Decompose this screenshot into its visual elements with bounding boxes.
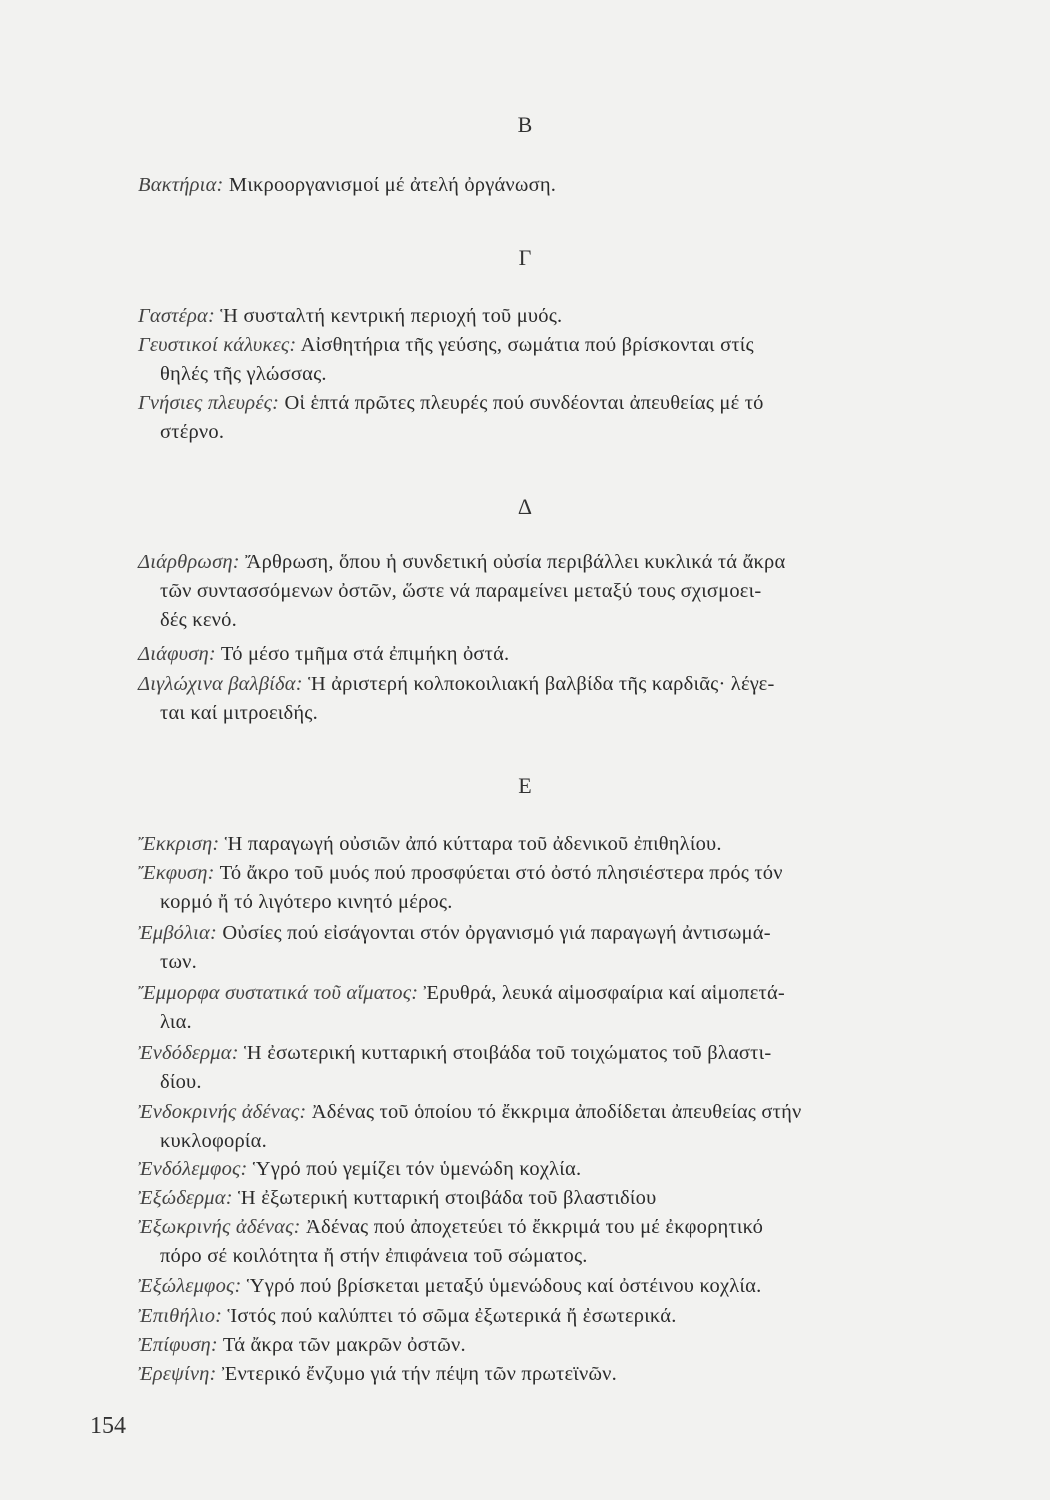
entry-term: Ἔκφυση: (138, 862, 215, 884)
entry-line (138, 1184, 938, 1213)
section-letter-gamma: Γ (518, 245, 532, 270)
entry-continuation: θηλές τῆς γλώσσας. (160, 363, 327, 385)
entry-definition: Ὑγρό πού βρίσκεται μεταξύ ὑμενώδους καί ὀστέινου κοχλία. (241, 1275, 762, 1297)
glossary-entry (138, 1331, 938, 1360)
glossary-entry (138, 859, 938, 917)
entry-line (138, 302, 938, 331)
entry-definition: Ἀδένας πού ἀποχετεύει τό ἔκκριμά του μέ ἐκφορητικό (300, 1216, 764, 1238)
entry-definition: Τό ἄκρο τοῦ μυός πού προσφύεται στό ὀστό πλησιέστερα πρός τόν (214, 862, 783, 884)
entry-term: Ἐμβόλια: (138, 922, 218, 944)
entry-line (138, 389, 938, 418)
entry-term: Διάρθρωση: (138, 551, 240, 573)
glossary-entry (138, 1360, 938, 1389)
section-letter-epsilon: Ε (518, 773, 532, 798)
entry-term: Γαστέρα: (138, 305, 215, 327)
glossary-entry (138, 830, 938, 859)
entry-term: Ἐπίφυση: (138, 1334, 218, 1356)
entry-line (138, 859, 938, 888)
entry-definition: Οὐσίες πού εἰσάγονται στόν ὀργανισμό γιά παραγωγή ἀντισωμά- (217, 922, 771, 944)
entry-term: Ἐνδόλεμφος: (138, 1158, 248, 1180)
entry-line (138, 548, 938, 577)
entry-definition: Ἱστός πού καλύπτει τό σῶμα ἐξωτερικά ἤ ἐσωτερικά. (222, 1305, 677, 1327)
entry-continuation: λια. (160, 1011, 192, 1033)
entry-definition: Ἄρθρωση, ὅπου ἡ συνδετική οὐσία περιβάλλει κυκλικά τά ἄκρα (239, 551, 786, 573)
entry-term: Ἐξώλεμφος: (138, 1275, 242, 1297)
entry-definition: Ἡ παραγωγή οὐσιῶν ἀπό κύτταρα τοῦ ἀδενικοῦ ἐπιθηλίου. (219, 833, 722, 855)
entry-term: Γευστικοί κάλυκες: (138, 334, 297, 356)
glossary-entry (138, 1098, 938, 1156)
glossary-entry (138, 1184, 938, 1213)
entry-definition: Τό μέσο τμῆμα στά ἐπιμήκη ὀστά. (215, 643, 510, 665)
entry-line (138, 979, 938, 1008)
glossary-entry (138, 919, 938, 977)
entry-continuation: δές κενό. (160, 609, 237, 631)
page-number: 154 (90, 1413, 126, 1439)
entry-continuation: δίου. (160, 1071, 202, 1093)
glossary-entry (138, 979, 938, 1037)
entry-continuation: τῶν συντασσόμενων ὀστῶν, ὥστε νά παραμείνει μεταξύ τους σχισμοει- (160, 580, 762, 602)
entry-term: Γνήσιες πλευρές: (138, 392, 280, 414)
entry-definition: Μικροοργανισμοί μέ ἀτελή ὀργάνωση. (223, 174, 557, 196)
entry-definition: Ἡ ἀριστερή κολποκοιλιακή βαλβίδα τῆς καρδιᾶς· λέγε- (302, 673, 775, 695)
entry-definition: Αἰσθητήρια τῆς γεύσης, σωμάτια πού βρίσκονται στίς (296, 334, 754, 356)
entry-term: Ἐνδοκρινής ἀδένας: (138, 1101, 307, 1123)
entry-continuation: κορμό ἤ τό λιγότερο κινητό μέρος. (160, 891, 453, 913)
glossary-entry (138, 389, 938, 447)
glossary-entry (138, 1302, 938, 1331)
entry-term: Ἐπιθήλιο: (138, 1305, 223, 1327)
entry-continuation: ται καί μιτροειδής. (160, 702, 318, 724)
entry-line (138, 640, 938, 669)
entry-continuation: στέρνο. (160, 421, 225, 443)
entry-term: Ἐξώδερμα: (138, 1187, 233, 1209)
entry-definition: Ἀδένας τοῦ ὁποίου τό ἔκκριμα ἀποδίδεται ἀπευθείας στήν (306, 1101, 802, 1123)
entry-term: Διγλώχινα βαλβίδα: (138, 673, 303, 695)
entry-term: Ἔμμορφα συστατικά τοῦ αἵματος: (138, 982, 419, 1004)
entry-line (138, 670, 938, 699)
entry-term: Ἐρεψίνη: (138, 1363, 217, 1385)
entry-continuation: πόρο σέ κοιλότητα ἤ στήν ἐπιφάνεια τοῦ σώματος. (160, 1245, 588, 1267)
entry-line (138, 1360, 938, 1389)
glossary-entry (138, 302, 938, 331)
entry-definition: Ἡ ἐσωτερική κυτταρική στοιβάδα τοῦ τοιχώματος τοῦ βλαστι- (238, 1042, 772, 1064)
entry-line (138, 830, 938, 859)
entry-definition: Οἱ ἑπτά πρῶτες πλευρές πού συνδέονται ἀπευθείας μέ τό (279, 392, 764, 414)
entry-line (138, 1213, 938, 1242)
entry-term: Ἐξωκρινής ἀδένας: (138, 1216, 301, 1238)
entry-definition: Ἡ ἐξωτερική κυτταρική στοιβάδα τοῦ βλαστιδίου (232, 1187, 657, 1209)
entry-line (138, 919, 938, 948)
entry-continuation: των. (160, 951, 197, 973)
entry-definition: Τά ἄκρα τῶν μακρῶν ὀστῶν. (217, 1334, 466, 1356)
entry-line (138, 171, 938, 200)
glossary-entry (138, 171, 938, 200)
entry-term: Ἔκκριση: (138, 833, 220, 855)
entry-term: Ἐνδόδερμα: (138, 1042, 239, 1064)
section-letter-delta: Δ (517, 494, 533, 519)
glossary-entry (138, 1272, 938, 1301)
glossary-entry (138, 548, 938, 635)
entry-line (138, 1155, 938, 1184)
entry-line (138, 1039, 938, 1068)
glossary-entry (138, 1213, 938, 1271)
glossary-entry (138, 640, 938, 669)
entry-definition: Ἡ συσταλτή κεντρική περιοχή τοῦ μυός. (214, 305, 563, 327)
entry-line (138, 1331, 938, 1360)
entry-continuation: κυκλοφορία. (160, 1130, 267, 1152)
entry-line (138, 1272, 938, 1301)
entry-definition: Ἐρυθρά, λευκά αἱμοσφαίρια καί αἱμοπετά- (418, 982, 785, 1004)
glossary-entry (138, 670, 938, 728)
entry-definition: Ὑγρό πού γεμίζει τόν ὑμενώδη κοχλία. (247, 1158, 582, 1180)
entry-line (138, 331, 938, 360)
glossary-entry (138, 331, 938, 389)
entry-line (138, 1098, 938, 1127)
entry-line (138, 1302, 938, 1331)
entry-term: Διάφυση: (138, 643, 216, 665)
glossary-entry (138, 1155, 938, 1184)
section-letter-beta: Β (517, 112, 533, 137)
entry-term: Βακτήρια: (138, 174, 224, 196)
glossary-entry (138, 1039, 938, 1097)
entry-definition: Ἐντερικό ἔνζυμο γιά τήν πέψη τῶν πρωτεϊνῶν. (216, 1363, 617, 1385)
